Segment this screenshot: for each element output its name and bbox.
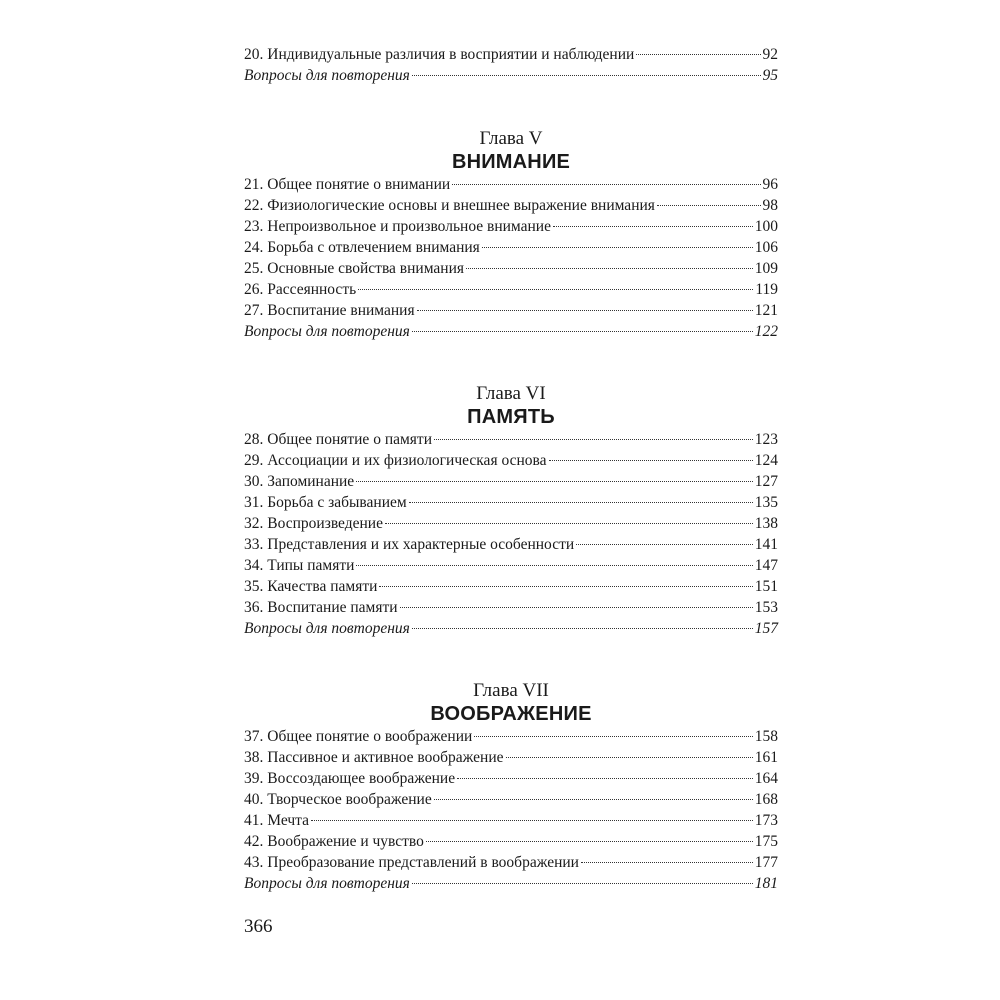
dot-leader	[385, 523, 753, 524]
toc-entry-title: 30. Запоминание	[244, 473, 355, 490]
toc-entry-page: 164	[754, 770, 778, 787]
toc-entry-page: 98	[762, 197, 778, 214]
toc-entry-title: 21. Общее понятие о внимании	[244, 176, 451, 193]
chapter-section-6	[244, 383, 778, 639]
toc-entry-page: 141	[754, 536, 778, 553]
toc-review-entry	[244, 321, 778, 342]
toc-entry-title: 38. Пассивное и активное воображение	[244, 749, 504, 766]
toc-entry	[244, 300, 778, 321]
toc-entry	[244, 555, 778, 576]
dot-leader	[434, 799, 753, 800]
toc-entry-title: 32. Воспроизведение	[244, 515, 383, 532]
chapter-title: ВООБРАЖЕНИЕ	[430, 703, 592, 725]
toc-entry-title: Вопросы для повторения	[244, 875, 410, 892]
toc-entry	[244, 471, 778, 492]
dot-leader	[466, 268, 753, 269]
toc-entry-title: 33. Представления и их характерные особенности	[244, 536, 575, 553]
toc-entry	[244, 429, 778, 450]
toc-entry-title: 36. Воспитание памяти	[244, 599, 398, 616]
toc-entry-title: 20. Индивидуальные различия в восприятии и наблюдении	[244, 46, 635, 63]
toc-entry-title: 28. Общее понятие о памяти	[244, 431, 432, 448]
dot-leader	[356, 481, 753, 482]
toc-entry	[244, 258, 778, 279]
dot-leader	[379, 586, 752, 587]
toc-entry-page: 158	[754, 728, 778, 745]
dot-leader	[412, 883, 753, 884]
toc-entry-page: 106	[754, 239, 778, 256]
dot-leader	[412, 628, 753, 629]
toc-entry	[244, 44, 778, 65]
page-number: 366	[244, 916, 273, 937]
toc-entry-title: 24. Борьба с отвлечением внимания	[244, 239, 480, 256]
toc-entry-page: 123	[754, 431, 778, 448]
toc-entry-title: 35. Качества памяти	[244, 578, 378, 595]
toc-entry	[244, 534, 778, 555]
dot-leader	[434, 439, 753, 440]
toc-entry-title: 37. Общее понятие о воображении	[244, 728, 473, 745]
toc-entry	[244, 597, 778, 618]
toc-entry-page: 135	[754, 494, 778, 511]
toc-entry-page: 175	[754, 833, 778, 850]
toc-entry-page: 122	[754, 323, 778, 340]
toc-entry	[244, 450, 778, 471]
toc-entry-page: 181	[754, 875, 778, 892]
toc-entry-page: 177	[754, 854, 778, 871]
toc-entry	[244, 810, 778, 831]
chapter-entries	[244, 726, 778, 894]
dot-leader	[409, 502, 753, 503]
dot-leader	[549, 460, 753, 461]
dot-leader	[412, 75, 761, 76]
toc-entry	[244, 216, 778, 237]
chapter-number: Глава VII	[473, 680, 549, 701]
toc-entry-page: 173	[754, 812, 778, 829]
toc-entry-page: 124	[754, 452, 778, 469]
toc-entry-page: 127	[754, 473, 778, 490]
toc-entry	[244, 237, 778, 258]
toc-entry	[244, 576, 778, 597]
toc-entry-page: 161	[754, 749, 778, 766]
toc-entry-title: 25. Основные свойства внимания	[244, 260, 465, 277]
dot-leader	[426, 841, 753, 842]
dot-leader	[576, 544, 753, 545]
toc-entry-title: Вопросы для повторения	[244, 323, 410, 340]
chapter-number: Глава V	[479, 128, 543, 149]
toc-entry	[244, 831, 778, 852]
toc-entry-page: 168	[754, 791, 778, 808]
toc-review-entry	[244, 873, 778, 894]
toc-entry-page: 147	[754, 557, 778, 574]
toc-entry-title: 39. Воссоздающее воображение	[244, 770, 456, 787]
toc-entry	[244, 195, 778, 216]
toc-entry-title: 27. Воспитание внимания	[244, 302, 415, 319]
dot-leader	[311, 820, 753, 821]
toc-entry-title: 40. Творческое воображение	[244, 791, 432, 808]
toc-entry-title: 41. Мечта	[244, 812, 309, 829]
toc-entry-title: 29. Ассоциации и их физиологическая основа	[244, 452, 547, 469]
dot-leader	[457, 778, 753, 779]
toc-entry	[244, 174, 778, 195]
chapter-heading	[244, 383, 778, 429]
dot-leader	[356, 565, 752, 566]
toc-entry-page: 157	[754, 620, 778, 637]
toc-entry-page: 138	[754, 515, 778, 532]
dot-leader	[358, 289, 753, 290]
toc-entry	[244, 279, 778, 300]
chapter-section-5	[244, 128, 778, 342]
dot-leader	[636, 54, 760, 55]
toc-entry-title: 23. Непроизвольное и произвольное внимание	[244, 218, 551, 235]
toc-entry-title: 22. Физиологические основы и внешнее выражение внимания	[244, 197, 655, 214]
toc-review-entry	[244, 618, 778, 639]
chapter-title: ВНИМАНИЕ	[451, 151, 571, 173]
toc-review-entry	[244, 65, 778, 86]
chapter-entries	[244, 174, 778, 342]
toc-entry-page: 96	[762, 176, 778, 193]
toc-entry	[244, 852, 778, 873]
toc-entry	[244, 789, 778, 810]
toc-entry-title: 26. Рассеянность	[244, 281, 357, 298]
toc-entry-page: 151	[754, 578, 778, 595]
toc-entry-title: Вопросы для повторения	[244, 67, 410, 84]
dot-leader	[417, 310, 753, 311]
toc-entry-page: 92	[762, 46, 778, 63]
toc-entry-page: 100	[754, 218, 778, 235]
toc-entry-title: 43. Преобразование представлений в воображении	[244, 854, 579, 871]
chapter-section-7	[244, 680, 778, 894]
toc-intro-section	[244, 44, 778, 86]
chapter-heading	[244, 680, 778, 726]
toc-entry-page: 121	[754, 302, 778, 319]
dot-leader	[452, 184, 760, 185]
toc-entry-title: 31. Борьба с забыванием	[244, 494, 407, 511]
toc-entry	[244, 492, 778, 513]
toc-entry-title: Вопросы для повторения	[244, 620, 410, 637]
toc-entry	[244, 747, 778, 768]
dot-leader	[400, 607, 753, 608]
toc-entry-title: 42. Воображение и чувство	[244, 833, 424, 850]
toc-entry-page: 153	[754, 599, 778, 616]
dot-leader	[412, 331, 753, 332]
chapter-entries	[244, 429, 778, 639]
toc-entry-page: 119	[755, 281, 778, 298]
dot-leader	[553, 226, 753, 227]
toc-entry	[244, 768, 778, 789]
toc-entry	[244, 726, 778, 747]
chapter-title: ПАМЯТЬ	[467, 406, 555, 428]
toc-entry-page: 109	[754, 260, 778, 277]
dot-leader	[482, 247, 753, 248]
dot-leader	[474, 736, 752, 737]
dot-leader	[657, 205, 761, 206]
toc-entry-title: 34. Типы памяти	[244, 557, 355, 574]
toc-entry-page: 95	[762, 67, 778, 84]
dot-leader	[581, 862, 753, 863]
chapter-number: Глава VI	[476, 383, 546, 404]
toc-entry	[244, 513, 778, 534]
chapter-heading	[244, 128, 778, 174]
dot-leader	[506, 757, 753, 758]
